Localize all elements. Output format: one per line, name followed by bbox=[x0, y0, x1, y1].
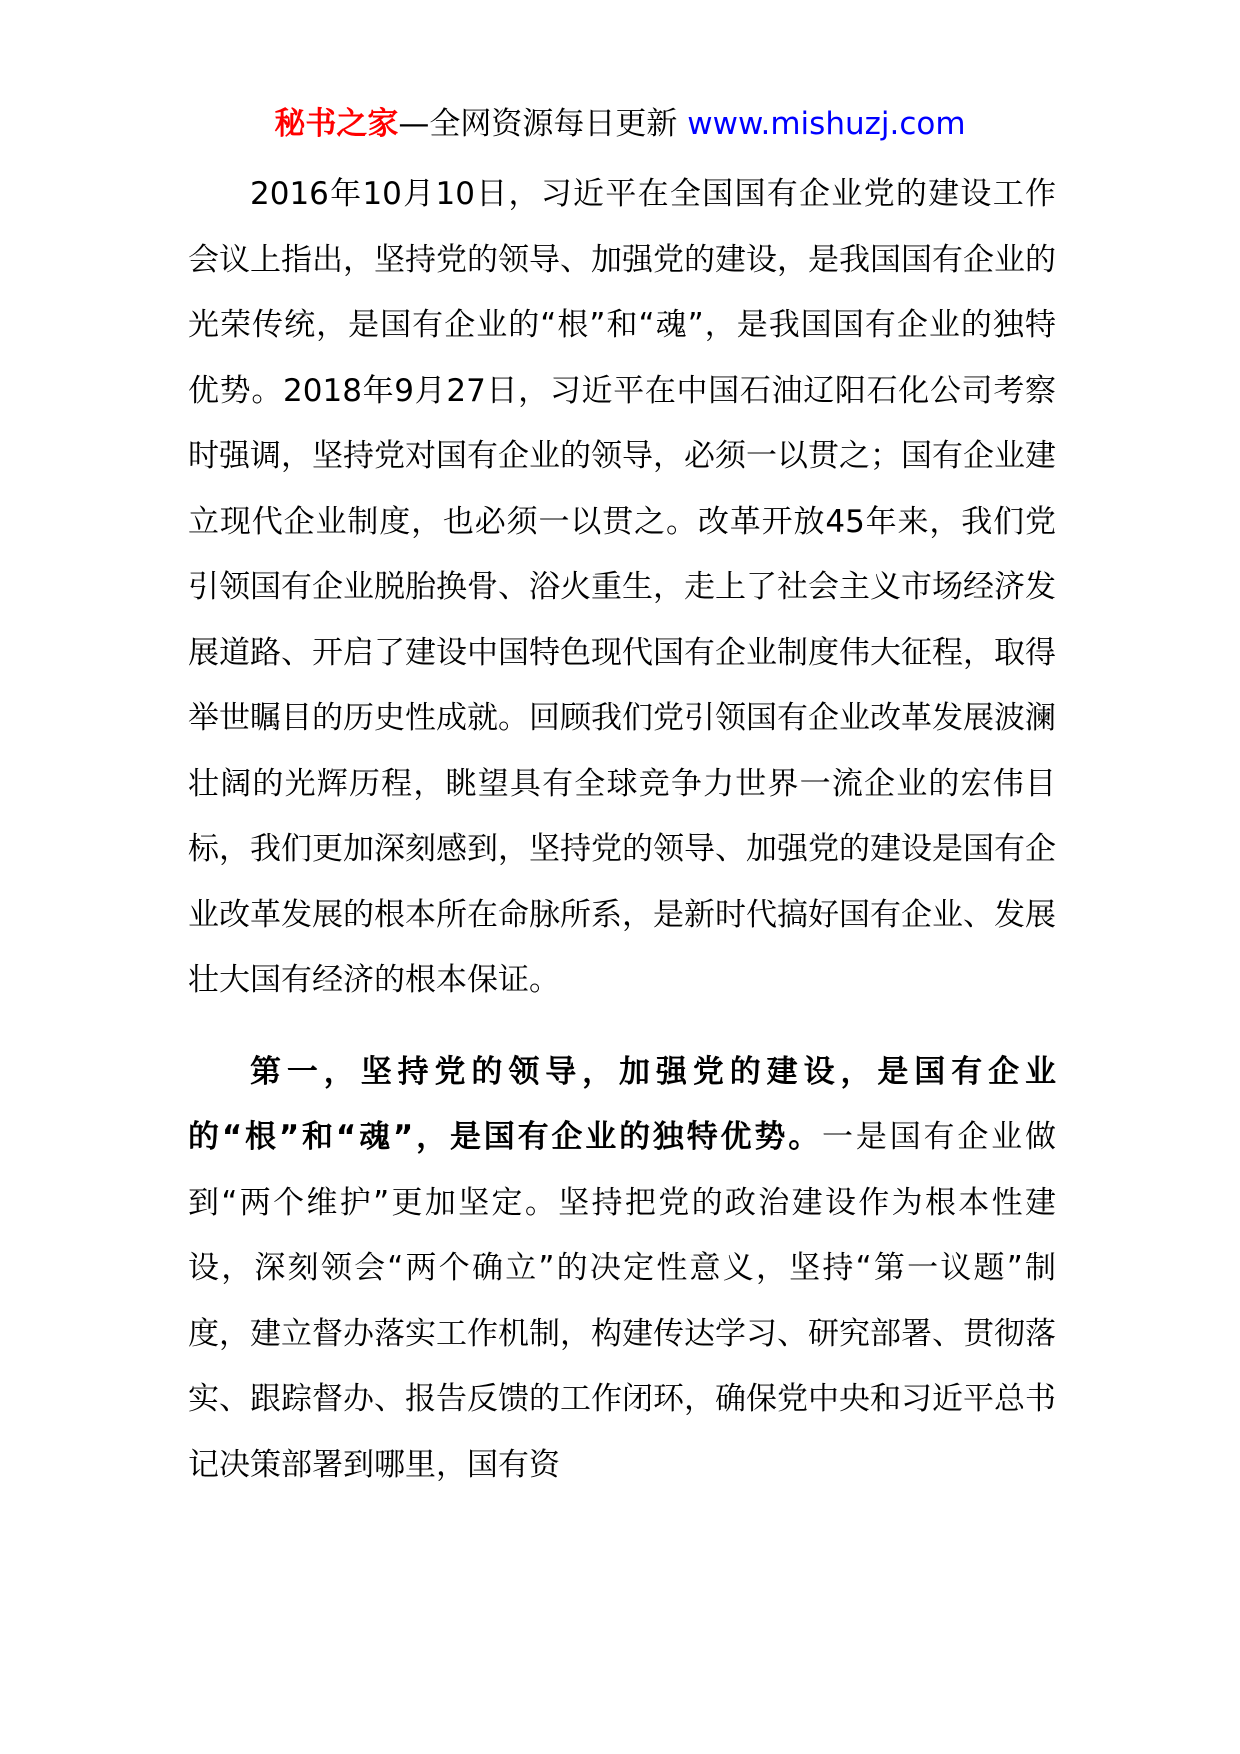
site-url[interactable]: www.mishuzj.com bbox=[687, 106, 966, 142]
site-brand: 秘书之家 bbox=[274, 106, 399, 142]
site-header bbox=[0, 104, 1240, 144]
paragraph-intro: 2016年10月10日，习近平在全国国有企业党的建设工作会议上指出，坚持党的领导、加强党的建设，是我国国有企业的光荣传统，是国有企业的“根”和“魂”，是我国国有企业的独特优势。2018年9月27日，习近平在中国石油辽阳石化公司考察时强调，坚持党对国有企业的领导，必须一以贯之；国有企业建立现代企业制度，也必须一以贯之。改革开放45年来，我们党引领国有企业脱胎换骨、浴火重生，走上了社会主义市场经济发展道路、开启了建设中国特色现代国有企业制度伟大征程，取得举世瞩目的历史性成就。回顾我们党引领国有企业改革发展波澜壮阔的光辉历程，眺望具有全球竞争力世界一流企业的宏伟目标，我们更加深刻感到，坚持党的领导、加强党的建设是国有企业改革发展的根本所在命脉所系，是新时代搞好国有企业、发展壮大国有经济的根本保证。 bbox=[188, 176, 1056, 998]
paragraph-first-point-heading: 第一，坚持党的领导，加强党的建设，是国有企业的“根”和“魂”，是国有企业的独特优势。 bbox=[188, 1053, 1056, 1155]
paragraph-first-point bbox=[188, 1040, 1056, 1499]
paragraph-first-point-text: 一是国有企业做到“两个维护”更加坚定。坚持把党的政治建设作为根本性建设，深刻领会“两个确立”的决定性意义，坚持“第一议题”制度，建立督办落实工作机制，构建传达学习、研究部署、贯彻落实、跟踪督办、报告反馈的工作闭环，确保党中央和习近平总书记决策部署到哪里，国有资 bbox=[188, 1119, 1057, 1483]
site-tagline: —全网资源每日更新 bbox=[398, 106, 678, 142]
document-body bbox=[188, 162, 1056, 1498]
